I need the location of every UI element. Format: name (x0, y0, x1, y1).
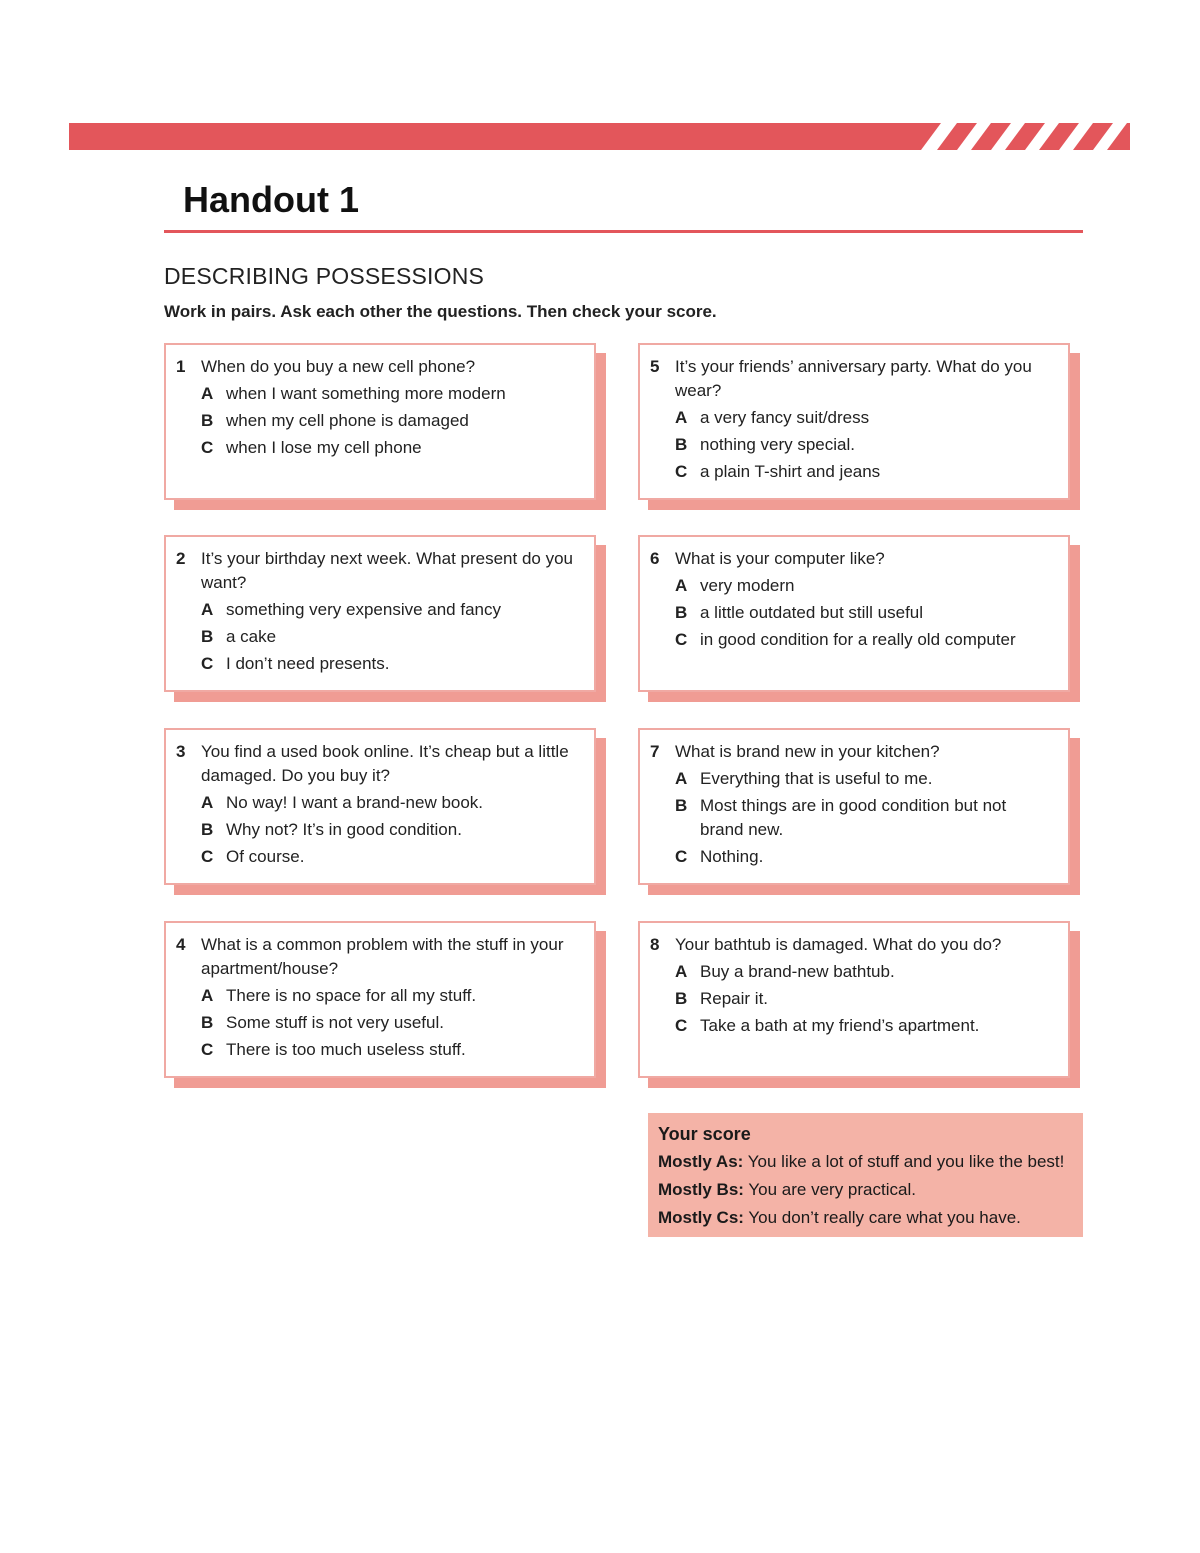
question-card-7 (638, 728, 1070, 885)
option-letter: C (201, 654, 214, 673)
score-title: Your score (658, 1124, 751, 1144)
answer-option (650, 794, 1054, 842)
header-stripe-graphic (69, 123, 1130, 150)
answer-option (176, 436, 580, 460)
option-text: No way! I want a brand-new book. (226, 793, 484, 812)
question-line (650, 355, 1054, 403)
option-letter: C (675, 1016, 688, 1035)
header-stripe (1107, 123, 1130, 150)
question-card-4 (164, 921, 596, 1078)
option-letter: A (675, 576, 688, 595)
answer-option (176, 598, 580, 622)
answer-option (176, 818, 580, 842)
option-text: in good condition for a really old computer (700, 630, 1016, 649)
question-text: When do you buy a new cell phone? (201, 357, 476, 376)
question-card-3 (164, 728, 596, 885)
header-stripe (1039, 123, 1079, 150)
question-text: What is your computer like? (675, 549, 885, 568)
answer-option (650, 960, 1054, 984)
option-text: Repair it. (700, 989, 769, 1008)
option-letter: A (201, 986, 214, 1005)
header-bar-solid (69, 123, 941, 150)
instructions: Work in pairs. Ask each other the questions. Then check your score. (164, 302, 717, 321)
question-number: 6 (650, 549, 660, 568)
option-text: There is no space for all my stuff. (226, 986, 477, 1005)
question-text: You find a used book online. It’s cheap but a little damaged. Do you buy it? (201, 742, 569, 785)
option-text: a little outdated but still useful (700, 603, 924, 622)
option-letter: C (201, 438, 214, 457)
question-text: It’s your friends’ anniversary party. What do you wear? (675, 357, 1032, 400)
option-text: when I lose my cell phone (226, 438, 422, 457)
option-letter: B (201, 1013, 214, 1032)
option-text: Why not? It’s in good condition. (226, 820, 462, 839)
option-letter: B (201, 411, 214, 430)
question-line (176, 740, 580, 788)
answer-option (176, 652, 580, 676)
option-letter: B (675, 989, 688, 1008)
score-line-mostly-cs (658, 1204, 1073, 1232)
option-text: There is too much useless stuff. (226, 1040, 466, 1059)
answer-option (650, 460, 1054, 484)
option-letter: B (675, 435, 688, 454)
question-text: Your bathtub is damaged. What do you do? (675, 935, 1002, 954)
header-stripe-bar (69, 123, 1130, 150)
option-text: I don’t need presents. (226, 654, 390, 673)
option-text: Nothing. (700, 847, 764, 866)
answer-option (176, 845, 580, 869)
option-text: Of course. (226, 847, 305, 866)
page-title: Handout 1 (183, 179, 359, 220)
option-text: Take a bath at my friend’s apartment. (700, 1016, 980, 1035)
option-letter: A (675, 769, 688, 788)
question-number: 5 (650, 357, 660, 376)
option-letter: A (675, 962, 688, 981)
score-line-mostly-bs (658, 1176, 1073, 1204)
option-letter: C (201, 1040, 214, 1059)
answer-option (650, 406, 1054, 430)
question-text: What is brand new in your kitchen? (675, 742, 940, 761)
option-text: Everything that is useful to me. (700, 769, 933, 788)
question-line (650, 547, 1054, 571)
option-text: when I want something more modern (226, 384, 506, 403)
question-line (650, 933, 1054, 957)
question-line (176, 355, 580, 379)
question-card-6 (638, 535, 1070, 692)
section-heading: DESCRIBING POSSESSIONS (164, 263, 485, 289)
answer-option (650, 767, 1054, 791)
option-letter: C (675, 630, 688, 649)
answer-option (650, 1014, 1054, 1038)
question-number: 3 (176, 742, 186, 761)
score-line-mostly-as (658, 1148, 1073, 1176)
option-text: when my cell phone is damaged (226, 411, 469, 430)
question-number: 2 (176, 549, 186, 568)
question-card-2 (164, 535, 596, 692)
option-letter: A (201, 793, 214, 812)
question-card-1 (164, 343, 596, 500)
answer-option (176, 791, 580, 815)
option-letter: A (201, 600, 214, 619)
score-text: You don’t really care what you have. (748, 1208, 1021, 1227)
answer-option (650, 574, 1054, 598)
score-label: Mostly Bs: (658, 1180, 744, 1199)
header-stripe (937, 123, 977, 150)
option-letter: C (675, 462, 688, 481)
title-divider (164, 230, 1083, 233)
option-letter: B (675, 796, 688, 815)
question-line (176, 933, 580, 981)
question-card-8 (638, 921, 1070, 1078)
answer-option (650, 601, 1054, 625)
header-stripe (971, 123, 1011, 150)
option-text: Most things are in good condition but not brand new. (700, 796, 1007, 839)
option-text: a plain T-shirt and jeans (700, 462, 881, 481)
question-line (176, 547, 580, 595)
option-text: Some stuff is not very useful. (226, 1013, 444, 1032)
score-label: Mostly As: (658, 1152, 744, 1171)
question-card-5 (638, 343, 1070, 500)
answer-option (650, 845, 1054, 869)
score-box (648, 1113, 1083, 1237)
answer-option (176, 409, 580, 433)
answer-option (176, 625, 580, 649)
answer-option (650, 987, 1054, 1011)
question-line (650, 740, 1054, 764)
option-text: a cake (226, 627, 277, 646)
option-letter: B (201, 820, 214, 839)
question-number: 8 (650, 935, 660, 954)
score-label: Mostly Cs: (658, 1208, 744, 1227)
option-text: something very expensive and fancy (226, 600, 501, 619)
header-stripe (1073, 123, 1113, 150)
option-text: very modern (700, 576, 795, 595)
option-letter: B (201, 627, 214, 646)
score-text: You like a lot of stuff and you like the best! (747, 1152, 1065, 1171)
question-number: 7 (650, 742, 660, 761)
answer-option (176, 1011, 580, 1035)
question-number: 4 (176, 935, 186, 954)
option-letter: C (201, 847, 214, 866)
answer-option (176, 984, 580, 1008)
answer-option (650, 628, 1054, 652)
option-letter: C (675, 847, 688, 866)
score-text: You are very practical. (748, 1180, 916, 1199)
option-text: nothing very special. (700, 435, 855, 454)
answer-option (650, 433, 1054, 457)
question-text: It’s your birthday next week. What present do you want? (201, 549, 573, 592)
question-text: What is a common problem with the stuff in your apartment/house? (201, 935, 564, 978)
question-number: 1 (176, 357, 186, 376)
answer-option (176, 1038, 580, 1062)
option-text: a very fancy suit/dress (700, 408, 870, 427)
option-text: Buy a brand-new bathtub. (700, 962, 895, 981)
answer-option (176, 382, 580, 406)
option-letter: A (675, 408, 688, 427)
option-letter: A (201, 384, 214, 403)
option-letter: B (675, 603, 688, 622)
header-stripe (1005, 123, 1045, 150)
